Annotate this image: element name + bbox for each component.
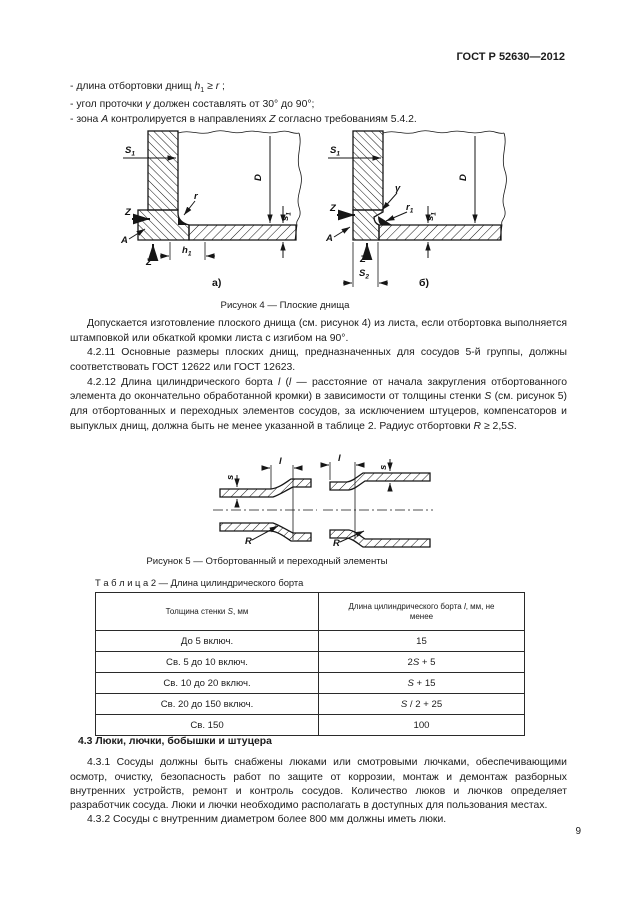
table-row [96, 715, 525, 736]
dim-label-S1: $S_1$ [330, 145, 340, 158]
panel-a-label: а) [212, 277, 222, 289]
dim-label-s: s [378, 464, 389, 470]
table-row [96, 673, 525, 694]
paragraph-4-3-1: 4.3.1 Сосуды должны быть снабжены люками или смотровыми лючками, обеспечивающими осмотр, очистку, безопасность работ по защите от коррозии, монтаж и демонтаж разборных внутренних устройств, ремонт и контроль сосудов. Количество люков и лючков определяет разработчик сосуда. Люки и лючки необходимо располагать в доступных для пользования местах. [70, 757, 567, 812]
flat-bottom-drawing-b [325, 131, 506, 289]
section-4-3 [70, 735, 567, 828]
table-row [96, 652, 525, 673]
section-heading-4-3: 4.3 Люки, лючки, бобышки и штуцера [78, 736, 272, 747]
dim-label-Z: Z [146, 257, 152, 268]
body-text-block [70, 317, 567, 434]
dim-label-s1: $s_1$ [280, 212, 293, 221]
dim-label-l: l [338, 453, 341, 464]
dim-label-Z: Z [330, 203, 336, 214]
figure4-caption: Рисунок 4 — Плоские днища [220, 300, 350, 311]
table-header-cell: Толщина стенки S, мм [96, 593, 319, 631]
table-cell: S / 2 + 25 [319, 694, 525, 715]
bullet-line: - длина отбортовки днищ $h_1 \ge r$ ; [70, 81, 225, 95]
dim-label-A: A [326, 233, 333, 244]
bullet-line: - угол проточки γ должен составлять от 30° до 90°; [70, 99, 315, 111]
table-cell: Св. 150 [96, 715, 319, 736]
dim-label-s: s [225, 474, 236, 480]
dim-label-Z: Z [125, 207, 131, 218]
panel-b-label: б) [419, 277, 429, 289]
dim-label-Z: Z [360, 254, 366, 265]
dim-label-gamma: γ [395, 183, 401, 194]
table-cell: До 5 включ. [96, 631, 319, 652]
dim-label-R: R [333, 538, 340, 549]
bullet-line: - зона А контролируется в направлениях Z согласно требованиям 5.4.2. [70, 113, 417, 125]
table-cell: Св. 10 до 20 включ. [96, 673, 319, 694]
table-row [96, 694, 525, 715]
table-header-cell: Длина цилиндрического борта l, мм, не менее [319, 593, 525, 631]
dim-label-s1: $s_1$ [425, 212, 438, 221]
dim-label-r: r [194, 191, 198, 202]
flanged-element-drawing [322, 453, 433, 549]
weld-seam [178, 215, 190, 225]
table-cell: S + 15 [319, 673, 525, 694]
dim-label-l: l [279, 456, 282, 467]
dim-label-R: R [245, 536, 252, 547]
paragraph-4-3-2: 4.3.2 Сосуды с внутренним диаметром более 800 мм должны иметь люки. [87, 814, 447, 826]
table2 [95, 592, 525, 736]
dim-label-A: A [121, 235, 128, 246]
paragraph: Допускается изготовление плоского днища (см. рисунок 4) из листа, если отбортовка выполняется штамповкой или обкаткой кромки листа с изгибом на 90°. [70, 318, 567, 344]
requirements-bullet-list [70, 80, 570, 127]
table-cell: 100 [319, 715, 525, 736]
table-cell: 2S + 5 [319, 652, 525, 673]
dim-label-h1: $h_1$ [182, 245, 192, 258]
paragraph-4-2-11: 4.2.11 Основные размеры плоских днищ, предназначенных для сосудов 5-й группы, должны соответствовать ГОСТ 12622 или ГОСТ 12623. [70, 347, 567, 373]
dim-label-D: D [253, 174, 264, 181]
dim-label-D: D [458, 174, 469, 181]
weld-seam [378, 216, 392, 225]
document-standard-number: ГОСТ Р 52630—2012 [456, 51, 565, 63]
table-cell: 15 [319, 631, 525, 652]
table-cell: Св. 20 до 150 включ. [96, 694, 319, 715]
table-header-row [96, 593, 525, 631]
dim-label-S1: $S_1$ [125, 145, 135, 158]
flat-bottom-drawing-a [120, 131, 301, 289]
table2-title: Т а б л и ц а 2 — Длина цилиндрического борта [95, 577, 304, 588]
dim-label-r1: $r_1$ [406, 202, 414, 215]
dim-label-S2: $S_2$ [359, 268, 369, 281]
figure5-drawing [205, 449, 435, 551]
figure5-caption: Рисунок 5 — Отбортованный и переходный элементы [146, 556, 388, 567]
paragraph-4-2-12: 4.2.12 Длина цилиндрического борта l (l — расстояние от начала закругления отбортованного элемента до окончательно обработанной кромки) в зависимости от толщины стенки S (см. рисунок 5) для отбортованных и переходных элементов сосудов, за исключением штуцеров, компенсаторов и выпуклых днищ, должна быть не менее указанной в таблице 2. Радиус отбортовки R ≥ 2,5S. [70, 376, 568, 432]
table-cell: Св. 5 до 10 включ. [96, 652, 319, 673]
table-row [96, 631, 525, 652]
transition-element-drawing [213, 456, 317, 547]
figure4-drawing [120, 129, 530, 294]
page-number: 9 [575, 826, 581, 837]
